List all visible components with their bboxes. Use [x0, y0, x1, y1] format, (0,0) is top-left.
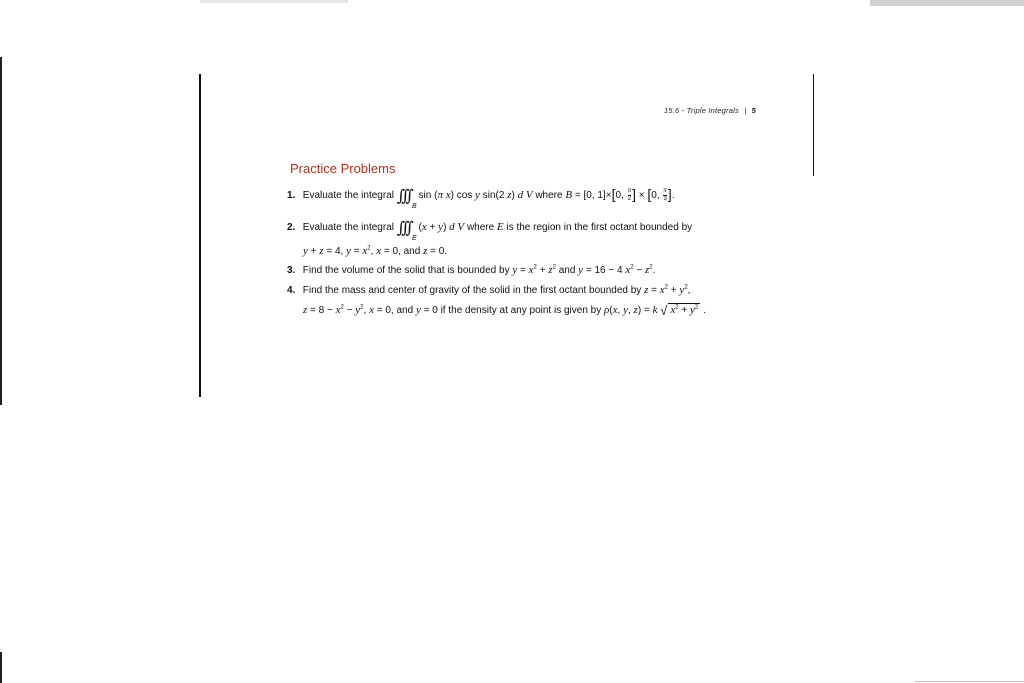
- top-strip-left: [200, 0, 348, 3]
- region-label: B: [412, 203, 417, 210]
- left-edge-bottom: [0, 652, 2, 683]
- integrand: sin (π x) cos y sin(2 z) d V: [418, 189, 533, 201]
- problem-lead: Evaluate the integral: [302, 190, 394, 201]
- region-label: E: [412, 235, 417, 242]
- top-strip-mid: [348, 0, 870, 3]
- triple-integral-symbol: ∫∫∫: [396, 186, 410, 205]
- header-page-number: 5: [751, 106, 757, 115]
- problem-number: 2.: [287, 222, 296, 233]
- page-right-border: [813, 74, 814, 176]
- triple-integral-symbol: ∫∫∫: [396, 218, 410, 237]
- problem-text: Find the volume of the solid that is bounded by $y = x^2 + z^2$ and y = 16 − 4 $x^2 - z^2$.: [302, 264, 656, 276]
- problem-2-continuation: y + z = 4, $y = x^2$, x = 0, and z = 0.: [303, 245, 448, 257]
- problem-number: 3.: [287, 265, 296, 276]
- problem-2: [287, 218, 693, 242]
- problem-4: [287, 284, 690, 297]
- integrand: (x + y) d V: [418, 221, 465, 233]
- page-left-border: [199, 74, 201, 397]
- top-strip-right: [870, 0, 1024, 6]
- problem-number: 1.: [287, 190, 296, 201]
- bottom-right-rule: [915, 681, 1024, 682]
- condition: where B = [0, 1]×[0, $\frac{\pi}{2}$ ] × [0, $\frac{\pi}{3}$ ].: [535, 186, 675, 203]
- problem-number: 4.: [287, 285, 296, 296]
- section-title: Practice Problems: [290, 161, 396, 176]
- problem-3: [287, 264, 655, 277]
- left-edge-top: [0, 57, 2, 405]
- header-separator: |: [744, 106, 747, 115]
- problem-4-continuation: $z = 8 - x^2 - y^2$, x = 0, and y = 0 if the density at any point is given by ρ(x, y, z) = k √ $x^2 + y^2$ .: [303, 303, 706, 318]
- running-header: [664, 106, 756, 115]
- problem-lead: Evaluate the integral: [302, 222, 394, 233]
- problem-text: Find the mass and center of gravity of the solid in the first octant bounded by $z = x^2 + y^2$,: [302, 284, 691, 296]
- problem-1: [287, 186, 675, 210]
- condition: where E is the region in the first octant bounded by: [466, 221, 693, 233]
- header-section: 15.6 - Triple Integrals: [664, 106, 739, 115]
